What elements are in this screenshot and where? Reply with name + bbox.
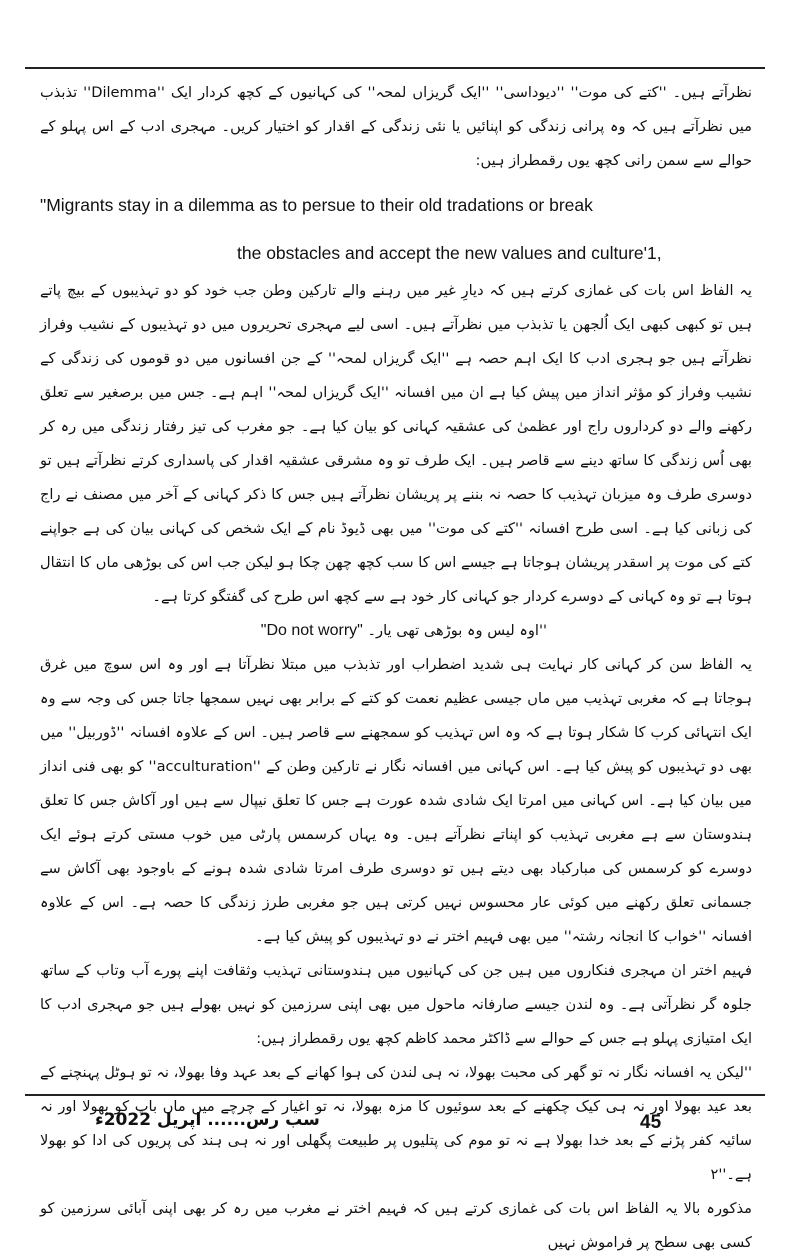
paragraph-3: یہ الفاظ سن کر کہانی کار نہایت ہی شدید اضطراب اور تذبذب میں مبتلا نظرآتا ہے اور وہ اس سوچ میں غرق ہوجاتا ہے کہ مغربی تہذیب میں ماں جیسی عظیم نعمت کو کتے کے برابر بھی نہیں سمجھا جاتا جس کی وجہ سے وہ ایک انتہائی کرب کا شکار ہوتا ہے کہ وہ اس تہذیب کو سمجھنے سے قاصر ہیں۔ اس کے علاوہ افسانہ ''ڈوربیل'' میں بھی دو تہذیبوں کو پیش کیا ہے۔ اس کہانی میں افسانہ نگار نے تارکین وطن کے ''acculturation'' کو بھی فنی انداز میں بیان کیا ہے۔ اس کہانی میں امرتا ایک شادی شدہ عورت ہے جس کا تعلق نیپال سے ہیں اور آکاش جس کا تعلق ہندوستان سے ہے مغربی تہذیب کو اپناتے نظرآتے ہیں۔ وہ یہاں کرسمس پارٹی میں خوب مستی کرتے ہوئے ایک دوسرے کو کرسمس کی مبارکباد بھی دیتے ہیں تو دوسری طرف امرتا شادی شدہ ہونے کے باوجود بھی آکاش سے جسمانی تعلق رکھنے میں کوئی عار محسوس نہیں کرتی ہیں جو مغربی طرز زندگی کا حصہ ہے۔ اس کے علاوہ افسانہ ''خواب کا انجانہ رشتہ'' میں بھی فہیم اختر نے دو تہذیبوں کو پیش کیا ہے۔: [40, 656, 752, 945]
english-quote-line-1: "Migrants stay in a dilemma as to persue to their old tradations or break: [40, 195, 593, 215]
paragraph-4: فہیم اختر ان مہجری فنکاروں میں ہیں جن کی کہانیوں میں ہندوستانی تہذیب وثقافت اپنے پورے آب وتاب کے ساتھ جلوہ گر نظرآتی ہے۔ وہ لندن جیسے صارفانہ ماحول میں بھی اپنی سرزمین کو نہیں بھولے ہیں جو مہجری ادب کا ایک امتیازی پہلو ہے جس کے حوالے سے ڈاکٹر محمد کاظم کچھ یوں رقمطراز ہیں:: [40, 962, 752, 1047]
page-footer: [0, 1108, 788, 1148]
page-body: [40, 76, 752, 1260]
dialogue-quote-english: "Do not worry": [260, 622, 363, 639]
dialogue-quote: [40, 614, 752, 648]
magazine-issue: سب رس...... اپریل 2022ء: [95, 1110, 320, 1130]
bottom-rule: [25, 1094, 765, 1096]
paragraph-5-quote: ''لیکن یہ افسانہ نگار نہ تو گھر کی محبت بھولا، نہ ہی لندن کی ہوا کھانے کے بعد عہد وفا بھولا، نہ تو ہوٹل پہنچنے کے بعد عید بھولا اور نہ ہی کیک چکھنے کے بعد سوئیوں کا مزہ بھولا، نہ تو اغیار کے چرچے میں ماں باپ کو بھولا اور نہ سائیہ کفر پڑنے کے بعد خدا بھولا ہے نہ تو موم کی پتلیوں پر طبیعت پگھلی اور نہ ہی ہند کی پریوں کی ادا کو بھولا ہے۔''٢: [40, 1064, 752, 1183]
paragraph-1: نظرآتے ہیں۔ ''کتے کی موت'' ''دیوداسی'' ''ایک گریزاں لمحہ'' کی کہانیوں کے کچھ کردار ایک ''Dilemma'' تذبذب میں نظرآتے ہیں کہ وہ پرانی زندگی کو اپنائیں یا نئی زندگی کے اقدار کو اختیار کریں۔ مہجری ادب کے اس پہلو کے حوالے سے سمن رانی کچھ یوں رقمطراز ہیں:: [40, 84, 752, 169]
page-number: 45: [640, 1112, 662, 1133]
dialogue-quote-urdu: ''اوہ لیس وہ بوڑھی تھی یار۔: [367, 622, 547, 639]
paragraph-2: یہ الفاظ اس بات کی غمازی کرتے ہیں کہ دیارِ غیر میں رہنے والے تارکین وطن جب خود کو دو تہذیبوں کے بیچ پاتے ہیں تو کبھی کبھی ایک اُلجھن یا تذبذب میں نظرآتے ہیں۔ اسی لیے مہجری تحریروں میں دو تہذیبوں کے نشیب وفراز نظرآتے ہیں جو ہجری ادب کا ایک اہم حصہ ہے ''ایک گریزاں لمحہ'' کے جن افسانوں میں دو قوموں کی زندگی کے نشیب وفراز کو مؤثر انداز میں پیش کیا ہے ان میں افسانہ ''ایک گریزاں لمحہ'' اہم ہے۔ جس میں برصغیر سے تعلق رکھنے والے دو کرداروں راج اور عظمیٰ کی عشقیہ کہانی کو بیان کیا ہے۔ جو مغرب کی تیز رفتار زندگی میں رہ کر بھی اُس زندگی کا ساتھ دینے سے قاصر ہیں۔ ایک طرف تو وہ مشرقی عشقیہ اقدار کی پاسداری کرتے نظرآتے ہیں تو دوسری طرف وہ میزبان تہذیب کا حصہ نہ بننے پر پریشان نظرآتے ہیں جس کا ذکر کہانی کے آخر میں مصنف نے راج کی زبانی کیا ہے۔ اسی طرح افسانہ ''کتے کی موت'' میں بھی ڈیوڈ نام کے ایک شخص کی کہانی بیان کی ہے جواپنے کتے کی موت پر اسقدر پریشان ہوجاتا ہے جیسے اس کا سب کچھ چھن چکا ہو لیکن جب اس کی بوڑھی ماں کا انتقال ہوتا ہے تو وہ کہانی کے دوسرے کردار جو کہانی کار خود ہے سے کچھ اس طرح کی گفتگو کرتا ہے۔: [40, 282, 752, 605]
top-rule: [25, 67, 765, 69]
english-quote-line-2: the obstacles and accept the new values and culture'1,: [237, 243, 662, 263]
paragraph-6: مذکورہ بالا یہ الفاظ اس بات کی غمازی کرتے ہیں کہ فہیم اختر نے مغرب میں رہ کر بھی اپنی آبائی سرزمین کو کسی بھی سطح پر فراموش نہیں: [40, 1200, 752, 1251]
